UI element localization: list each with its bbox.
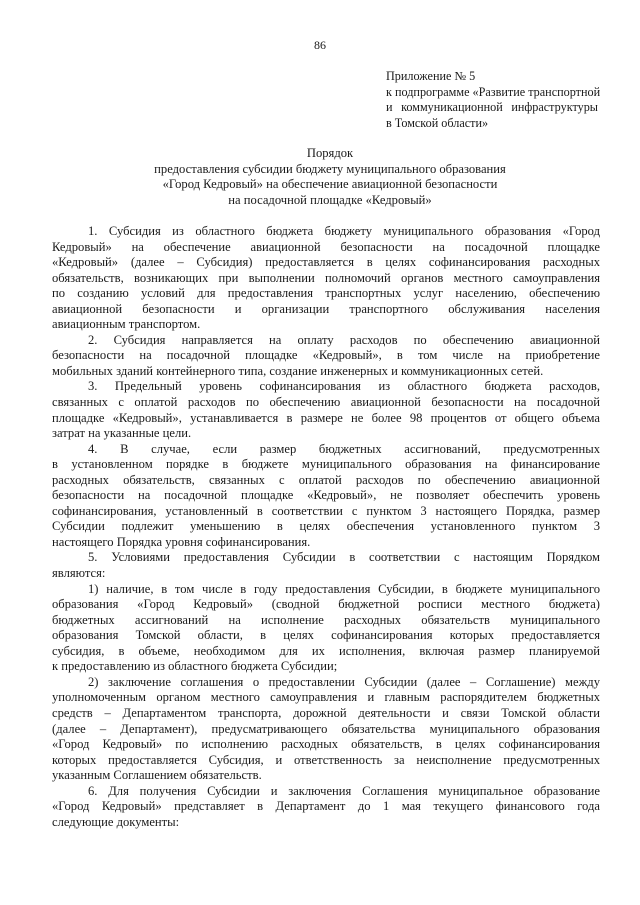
- paragraph-line: 1. Субсидия из областного бюджета бюджету муниципального образования «Город: [88, 224, 600, 238]
- document-body: [52, 224, 600, 830]
- paragraph-line: бюджетных ассигнований на исполнение расходных обязательств муниципального: [52, 612, 600, 627]
- paragraph-line: настоящего Порядка уровня софинансирования.: [52, 534, 311, 549]
- paragraph-line: расходных обязательств, связанных с оплатой расходов по обеспечению авиационной: [52, 472, 600, 487]
- title-line: предоставления субсидии бюджету муниципального образования: [154, 161, 506, 176]
- paragraph-line: к предоставлению из областного бюджета Субсидии;: [52, 659, 338, 674]
- paragraph-line: средств – Департаментом транспорта, дорожной деятельности и связи Томской области: [52, 705, 600, 720]
- appendix-header: [386, 69, 601, 131]
- paragraph-line: площадке «Кедровый», устанавливается в размере не более 98 процентов от общего объема: [52, 410, 600, 425]
- paragraph-line: по созданию условий для предоставления транспортных услуг населению, обеспечению: [52, 286, 600, 301]
- paragraph-line: Кедровый» на обеспечение авиационной безопасности на посадочной площадке: [52, 239, 600, 254]
- paragraph-line: следующие документы:: [52, 814, 180, 829]
- paragraph-line: затрат на указанные цели.: [52, 426, 192, 441]
- paragraph-line: являются:: [52, 566, 106, 581]
- paragraph-line: образования Томской области, в целях софинансирования которых предоставляется: [52, 628, 600, 643]
- paragraph-line: субсидия, в объеме, необходимом для их исполнения, включая размер планируемой: [52, 643, 600, 658]
- paragraph: [52, 550, 600, 581]
- appendix-line: Приложение № 5: [386, 69, 476, 83]
- paragraph: [52, 224, 600, 333]
- paragraph-line: образования «Город Кедровый» (сводной бюджетной росписи местного бюджета): [52, 597, 600, 612]
- paragraph-line: 2) заключение соглашения о предоставлении Субсидии (далее – Соглашение) между: [88, 674, 600, 689]
- document-title: [60, 146, 600, 208]
- appendix-line: в Томской области»: [386, 115, 489, 130]
- paragraph: [52, 442, 600, 551]
- paragraph: [52, 333, 600, 380]
- title-line: на посадочной площадке «Кедровый»: [228, 192, 432, 207]
- title-line: Порядок: [306, 146, 354, 160]
- paragraph-line: Субсидии подлежит уменьшению в целях обеспечения установленного пунктом 3: [52, 519, 600, 534]
- paragraph-line: «Город Кедровый» по исполнению расходных обязательств, в целях софинансирования: [52, 737, 600, 752]
- paragraph-line: обязательств, возникающих при выполнении полномочий органов местного самоуправления: [52, 270, 600, 285]
- paragraph-line: 1) наличие, в том числе в году предоставления Субсидии, в бюджете муниципального: [88, 581, 600, 596]
- paragraph-line: уполномоченным органом местного самоуправления и главным распорядителем бюджетных: [52, 690, 600, 705]
- paragraph-line: безопасности на посадочной площадке «Кедровый», не позволяет обеспечить уровень: [52, 488, 600, 503]
- paragraph-line: 3. Предельный уровень софинансирования из областного бюджета расходов,: [88, 379, 600, 394]
- title-line: «Город Кедровый» на обеспечение авиационной безопасности: [162, 177, 498, 192]
- paragraph-line: которых предоставляется Субсидия, и ответственность за неисполнение предусмотренных: [52, 752, 600, 767]
- paragraph: [52, 675, 600, 784]
- paragraph-line: (далее – Департамент), предусматривающего обязательства муниципального образования: [52, 721, 600, 736]
- paragraph-line: «Город Кедровый» представляет в Департамент до 1 мая текущего финансового года: [52, 799, 600, 814]
- paragraph-line: в установленном порядке в бюджете муниципального образования на финансирование: [52, 457, 600, 472]
- paragraph-line: мобильных зданий контейнерного типа, создание инженерных и коммуникационных сетей.: [52, 363, 544, 378]
- paragraph-line: безопасности на посадочной площадке «Кедровый», в том числе на приобретение: [52, 348, 600, 363]
- paragraph-line: авиационным транспортом.: [52, 317, 201, 332]
- paragraph-line: 5. Условиями предоставления Субсидии в соответствии с настоящим Порядком: [88, 550, 600, 565]
- paragraph-line: связанных с оплатой расходов по обеспечению авиационной безопасности на посадочной: [52, 395, 600, 410]
- paragraph: [52, 582, 600, 675]
- appendix-line: к подпрограмме «Развитие транспортной: [386, 84, 601, 99]
- paragraph-line: 4. В случае, если размер бюджетных ассигнований, предусмотренных: [88, 441, 600, 456]
- page-number: 86: [314, 38, 326, 52]
- paragraph-line: 6. Для получения Субсидии и заключения Соглашения муниципальное образование: [88, 783, 600, 798]
- paragraph-line: «Кедровый» (далее – Субсидия) предоставляется в целях софинансирования расходных: [52, 255, 600, 270]
- appendix-line: и коммуникационной инфраструктуры: [386, 100, 598, 115]
- paragraph: [52, 379, 600, 441]
- paragraph-line: авиационной безопасности и организации транспортного обслуживания населения: [52, 301, 600, 316]
- paragraph-line: указанным Соглашением обязательств.: [52, 768, 262, 783]
- paragraph: [52, 784, 600, 831]
- paragraph-line: 2. Субсидия направляется на оплату расходов по обеспечению авиационной: [88, 332, 600, 347]
- paragraph-line: софинансирования, установленный в соответствии с пунктом 3 настоящего Порядка, размер: [52, 503, 600, 518]
